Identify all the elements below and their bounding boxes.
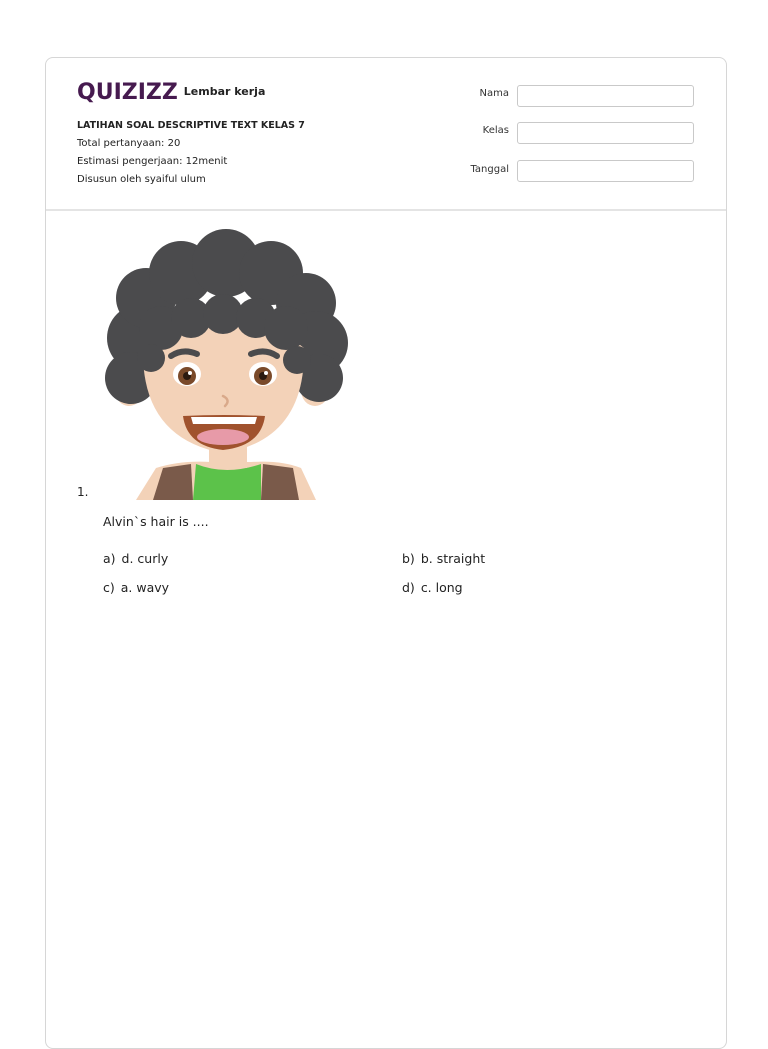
option-b-letter: b): [402, 551, 415, 566]
worksheet-page: [45, 57, 727, 1049]
option-b-text: b. straight: [420, 551, 486, 566]
question-text: Alvin`s hair is ....: [103, 514, 209, 529]
worksheet-title: LATIHAN SOAL DESCRIPTIVE TEXT KELAS 7: [77, 120, 305, 131]
option-a[interactable]: [103, 551, 168, 566]
author-line: Disusun oleh syaiful ulum: [77, 174, 206, 185]
option-c-letter: c): [103, 580, 115, 595]
option-d-text: c. long: [420, 580, 463, 595]
tongue: [197, 429, 249, 445]
worksheet-header: [46, 58, 726, 211]
option-c[interactable]: [103, 580, 169, 595]
date-label: Tanggal: [470, 164, 509, 175]
quizizz-logo: QUIZIZZ: [77, 79, 178, 105]
class-label: Kelas: [482, 125, 509, 136]
teeth: [191, 417, 257, 424]
time-estimate: Estimasi pengerjaan: 12menit: [77, 156, 228, 167]
worksheet-meta: [77, 117, 305, 189]
question-number: 1.: [77, 485, 89, 499]
option-c-text: a. wavy: [120, 580, 170, 595]
worksheet-subtitle: Lembar kerja: [183, 84, 266, 98]
option-d[interactable]: [402, 580, 463, 595]
option-d-letter: d): [402, 580, 415, 595]
boy-illustration: [101, 228, 356, 500]
date-field[interactable]: [517, 160, 694, 182]
option-a-letter: a): [103, 551, 116, 566]
name-field[interactable]: [517, 85, 694, 107]
brand-row: [77, 78, 265, 106]
total-questions: Total pertanyaan: 20: [77, 138, 181, 149]
class-field[interactable]: [517, 122, 694, 144]
option-a-text: d. curly: [121, 551, 169, 566]
option-b[interactable]: [402, 551, 485, 566]
name-label: Nama: [479, 88, 509, 99]
